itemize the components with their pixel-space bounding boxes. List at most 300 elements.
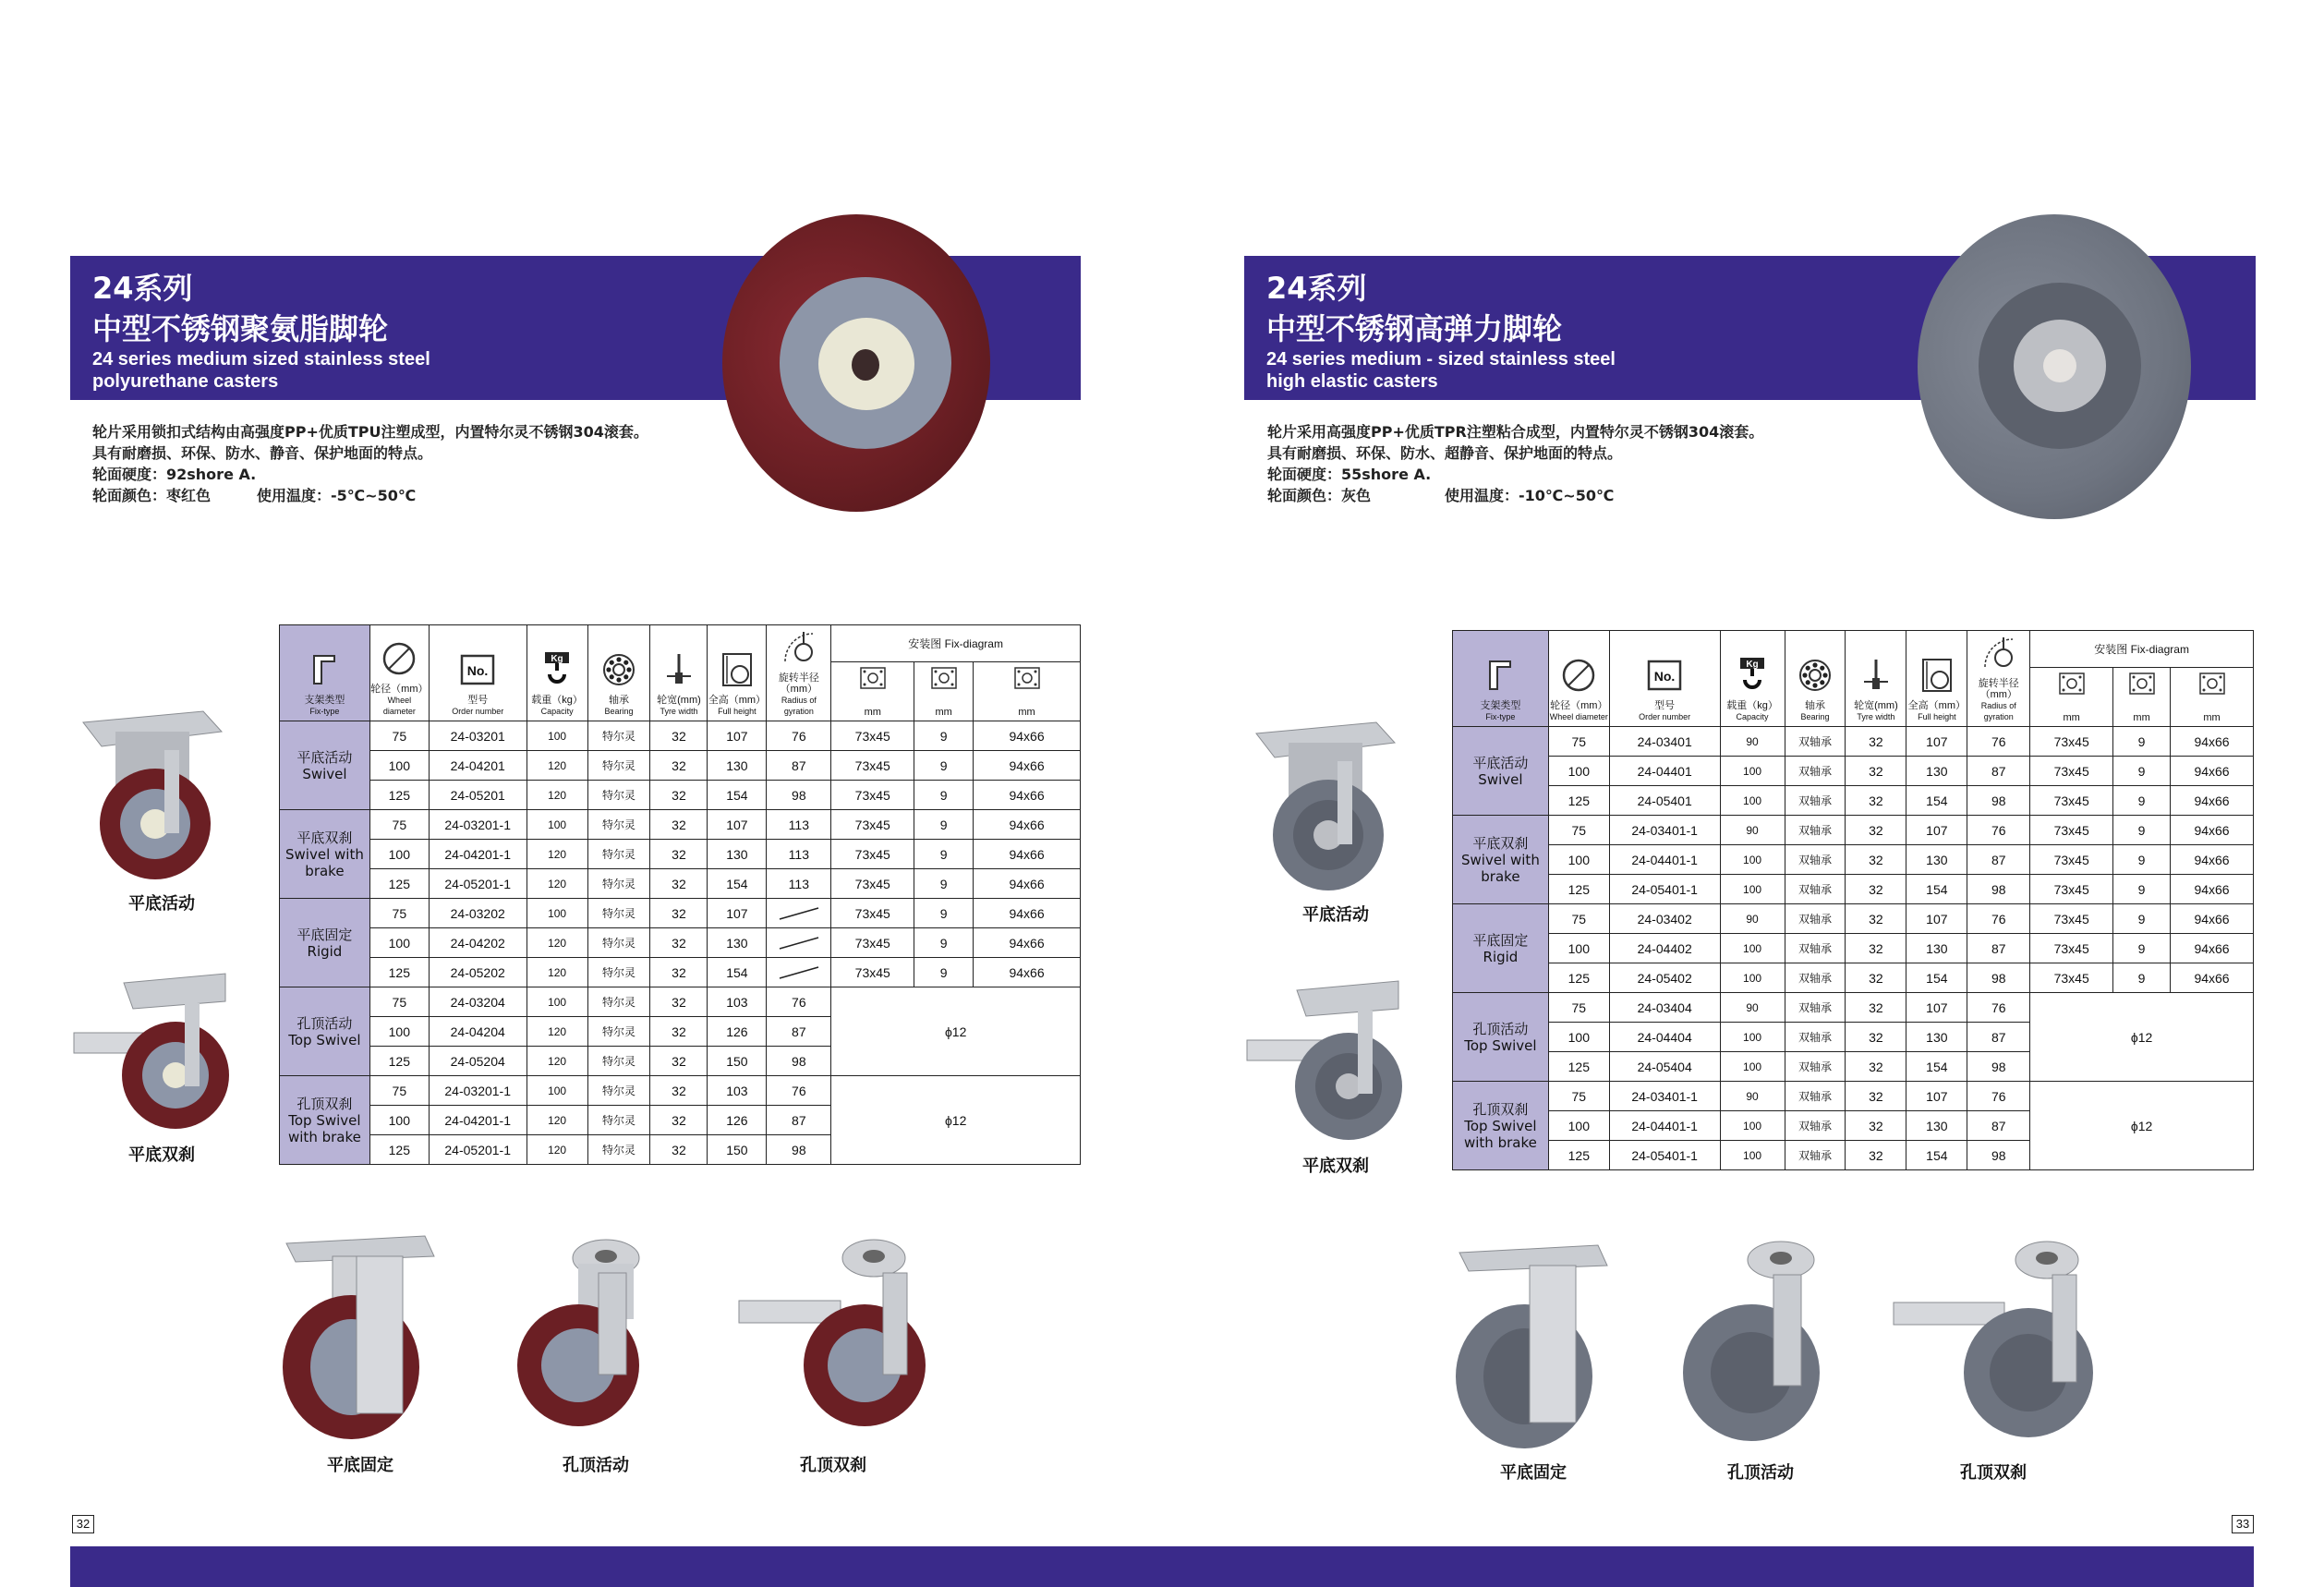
table-cell: 94x66 xyxy=(2171,904,2254,934)
table-cell: 73x45 xyxy=(2030,816,2113,845)
table-cell xyxy=(767,928,831,958)
table-cell: 113 xyxy=(767,869,831,899)
bearing-icon xyxy=(599,650,638,689)
table-cell: 125 xyxy=(1548,875,1609,904)
svg-text:Kg: Kg xyxy=(551,654,563,664)
table-cell: 73x45 xyxy=(2030,845,2113,875)
not-applicable-slash xyxy=(776,963,822,982)
right-header-fix-unit: mm xyxy=(2063,712,2080,723)
table-cell: 9 xyxy=(914,958,974,987)
right-desc-temp: 使用温度：-10℃~50℃ xyxy=(1445,487,1615,504)
table-cell: 98 xyxy=(1967,786,2030,816)
table-cell: 94x66 xyxy=(2171,963,2254,993)
left-series-title: 24系列 xyxy=(92,271,193,306)
tyre-icon xyxy=(660,650,698,689)
table-cell: 113 xyxy=(767,840,831,869)
table-cell: 32 xyxy=(650,1017,708,1047)
plate-icon xyxy=(2123,668,2161,707)
table-cell: 125 xyxy=(1548,786,1609,816)
table-cell: 120 xyxy=(527,928,587,958)
type-en: Top Swivel with brake xyxy=(288,1111,361,1145)
table-cell: 90 xyxy=(1720,816,1785,845)
table-cell: 24-03201 xyxy=(429,721,527,751)
right-header-radius xyxy=(1967,631,2030,727)
left-header-fix-unit: mm xyxy=(1018,707,1035,718)
table-cell: 76 xyxy=(1967,1082,2030,1111)
left-desc-line2: 具有耐磨损、环保、防水、静音、保护地面的特点。 xyxy=(92,444,433,462)
table-cell: 94x66 xyxy=(2171,786,2254,816)
table-cell: 9 xyxy=(2113,786,2171,816)
right-type-3 xyxy=(1453,993,1549,1082)
right-header-wheel-cn: 轮径（mm） xyxy=(1550,700,1608,711)
right-header-type xyxy=(1453,631,1549,727)
right-header-fix-unit: mm xyxy=(2203,712,2221,723)
table-cell: 100 xyxy=(369,751,429,781)
table-cell: 75 xyxy=(1548,1082,1609,1111)
table-cell: 73x45 xyxy=(2030,786,2113,816)
table-cell: 100 xyxy=(1720,1111,1785,1141)
left-hole-size: ϕ12 xyxy=(831,1076,1081,1165)
left-label-rigid: 平底固定 xyxy=(327,1456,393,1475)
right-header-kg-cn: 载重（kg） xyxy=(1726,700,1778,711)
right-header-radius-cn: 旋转半径 xyxy=(1978,678,2019,689)
left-top-brake-caster-image xyxy=(735,1236,938,1439)
right-header-wheel xyxy=(1548,631,1609,727)
table-cell: 120 xyxy=(527,1017,587,1047)
wheel-icon xyxy=(380,639,418,678)
table-cell: 107 xyxy=(1906,727,1967,757)
table-row xyxy=(280,781,1081,810)
table-cell: 100 xyxy=(1548,1023,1609,1052)
table-cell: 73x45 xyxy=(831,928,914,958)
table-cell: 特尔灵 xyxy=(587,1135,650,1165)
plate-icon xyxy=(925,662,963,701)
table-cell: 120 xyxy=(527,751,587,781)
left-brake-caster-image xyxy=(68,955,235,1140)
table-cell: 24-05201-1 xyxy=(429,869,527,899)
table-cell: 特尔灵 xyxy=(587,1106,650,1135)
left-header-type xyxy=(280,625,370,721)
table-cell: 100 xyxy=(1720,757,1785,786)
table-cell: 94x66 xyxy=(2171,757,2254,786)
table-cell: 9 xyxy=(2113,875,2171,904)
table-cell: 24-05201 xyxy=(429,781,527,810)
table-cell: 154 xyxy=(1906,786,1967,816)
table-cell: 154 xyxy=(1906,1052,1967,1082)
table-cell: 130 xyxy=(1906,1111,1967,1141)
table-cell: 24-05401-1 xyxy=(1609,1141,1720,1170)
right-desc-hardness: 轮面硬度：55shore A. xyxy=(1267,466,1432,483)
table-row xyxy=(280,721,1081,751)
table-cell: 125 xyxy=(1548,1052,1609,1082)
right-header-type-cn: 支架类型 xyxy=(1480,700,1521,711)
table-cell: 100 xyxy=(1548,934,1609,963)
table-cell: 120 xyxy=(527,869,587,899)
table-cell: 双轴承 xyxy=(1785,1082,1846,1111)
table-cell: 75 xyxy=(369,721,429,751)
table-cell: 32 xyxy=(1846,786,1906,816)
type-cn: 孔顶活动 xyxy=(1472,1020,1529,1037)
table-cell: 87 xyxy=(1967,934,2030,963)
table-cell: 24-04404 xyxy=(1609,1023,1720,1052)
right-header-bearing-en: Bearing xyxy=(1800,712,1830,721)
svg-text:Kg: Kg xyxy=(1746,660,1759,670)
table-cell: 32 xyxy=(1846,1052,1906,1082)
table-cell: 24-03204 xyxy=(429,987,527,1017)
height-icon xyxy=(1918,656,1956,695)
table-cell: 9 xyxy=(2113,963,2171,993)
table-cell: 90 xyxy=(1720,1082,1785,1111)
svg-text:No.: No. xyxy=(1653,669,1676,684)
right-cn-title: 中型不锈钢高弹力脚轮 xyxy=(1266,311,1563,346)
right-header-radius-en: Radius of gyration xyxy=(1980,701,2016,721)
table-cell: 9 xyxy=(914,721,974,751)
type-cn: 孔顶双刹 xyxy=(297,1095,353,1112)
right-header-height-en: Full height xyxy=(1918,712,1956,721)
table-cell: 双轴承 xyxy=(1785,727,1846,757)
table-cell xyxy=(767,958,831,987)
table-row xyxy=(280,869,1081,899)
type-en: Swivel with brake xyxy=(1461,851,1540,885)
right-type-4 xyxy=(1453,1082,1549,1170)
table-cell: 76 xyxy=(1967,727,2030,757)
table-cell: 100 xyxy=(1720,963,1785,993)
table-cell: 94x66 xyxy=(974,899,1081,928)
table-row xyxy=(1453,757,2254,786)
type-en: Top Swivel xyxy=(288,1031,361,1048)
table-cell: 9 xyxy=(2113,757,2171,786)
table-cell: 73x45 xyxy=(831,751,914,781)
table-cell: 24-04204 xyxy=(429,1017,527,1047)
height-icon xyxy=(718,650,757,689)
table-cell: 32 xyxy=(650,781,708,810)
right-label-rigid: 平底固定 xyxy=(1500,1463,1567,1483)
table-cell: 154 xyxy=(708,958,767,987)
table-cell: 87 xyxy=(1967,1023,2030,1052)
table-cell: 24-03404 xyxy=(1609,993,1720,1023)
left-header-fix-diagram: 安装图 Fix-diagram xyxy=(831,625,1081,662)
table-cell: 双轴承 xyxy=(1785,963,1846,993)
right-header-fix-diagram: 安装图 Fix-diagram xyxy=(2030,631,2254,668)
table-cell: 双轴承 xyxy=(1785,1111,1846,1141)
table-cell: 特尔灵 xyxy=(587,869,650,899)
table-cell: 107 xyxy=(708,721,767,751)
table-cell: 32 xyxy=(1846,963,1906,993)
right-label-swivel: 平底活动 xyxy=(1302,905,1369,925)
table-row xyxy=(280,840,1081,869)
left-header-tyre-cn: 轮宽(mm) xyxy=(657,695,701,706)
table-cell: 113 xyxy=(767,810,831,840)
table-cell: 32 xyxy=(1846,845,1906,875)
table-row xyxy=(280,987,1081,1017)
right-header-row xyxy=(1453,631,2254,668)
table-cell: 9 xyxy=(2113,727,2171,757)
table-cell: 94x66 xyxy=(974,928,1081,958)
table-cell: 特尔灵 xyxy=(587,721,650,751)
left-type-4 xyxy=(280,1076,370,1165)
table-cell: 24-03201-1 xyxy=(429,1076,527,1106)
plate-icon xyxy=(853,662,892,701)
table-cell: 9 xyxy=(914,899,974,928)
table-cell: 特尔灵 xyxy=(587,899,650,928)
right-header-fix-unit: mm xyxy=(2133,712,2150,723)
table-cell: 24-03402 xyxy=(1609,904,1720,934)
table-cell: 32 xyxy=(650,869,708,899)
right-header-tyre-en: Tyre width xyxy=(1857,712,1895,721)
table-cell: 150 xyxy=(708,1047,767,1076)
type-cn: 平底双刹 xyxy=(297,829,353,846)
table-cell: 75 xyxy=(1548,993,1609,1023)
table-cell: 9 xyxy=(914,928,974,958)
table-cell: 100 xyxy=(1720,786,1785,816)
type-en: Top Swivel with brake xyxy=(1463,1117,1537,1151)
right-desc-line1: 轮片采用高强度PP+优质TPR注塑粘合成型，内置特尔灵不锈钢304滚套。 xyxy=(1267,423,1764,441)
table-cell: 9 xyxy=(914,810,974,840)
right-header-no-cn: 型号 xyxy=(1654,700,1676,711)
table-cell: 125 xyxy=(369,958,429,987)
table-cell: 75 xyxy=(369,810,429,840)
table-cell: 120 xyxy=(527,840,587,869)
table-cell: 126 xyxy=(708,1106,767,1135)
left-label-swivel: 平底活动 xyxy=(128,894,195,914)
tyre-icon xyxy=(1857,656,1895,695)
table-cell: 120 xyxy=(527,1106,587,1135)
right-header-height-cn: 全高（mm） xyxy=(1907,700,1966,711)
table-cell: 双轴承 xyxy=(1785,1052,1846,1082)
left-header-fix-3 xyxy=(974,662,1081,721)
table-cell: 75 xyxy=(1548,816,1609,845)
right-label-top-swivel: 孔顶活动 xyxy=(1727,1463,1794,1483)
table-cell: 94x66 xyxy=(974,751,1081,781)
left-hole-size: ϕ12 xyxy=(831,987,1081,1076)
table-cell: 120 xyxy=(527,958,587,987)
table-cell: 100 xyxy=(1720,875,1785,904)
table-cell: 94x66 xyxy=(2171,816,2254,845)
table-cell: 76 xyxy=(1967,816,2030,845)
table-cell: 94x66 xyxy=(974,781,1081,810)
table-cell: 100 xyxy=(527,810,587,840)
table-cell: 32 xyxy=(1846,934,1906,963)
left-header-type-cn: 支架类型 xyxy=(304,695,345,706)
type-icon xyxy=(1481,656,1519,695)
left-header-no-en: Order number xyxy=(452,707,504,716)
no-icon xyxy=(1645,656,1684,695)
table-row xyxy=(280,1076,1081,1106)
left-hero-wheel-image xyxy=(722,214,990,512)
table-cell: 87 xyxy=(767,1106,831,1135)
left-header-kg-cn: 载重（kg） xyxy=(531,695,583,706)
table-cell: 150 xyxy=(708,1135,767,1165)
table-cell: 154 xyxy=(1906,875,1967,904)
left-rigid-caster-image xyxy=(277,1229,443,1441)
left-header-radius xyxy=(767,625,831,721)
table-cell: 76 xyxy=(767,721,831,751)
table-cell: 73x45 xyxy=(831,781,914,810)
left-header-fix-unit: mm xyxy=(864,707,881,718)
table-cell: 125 xyxy=(1548,1141,1609,1170)
left-header-fix-1 xyxy=(831,662,914,721)
left-header-fix-2 xyxy=(914,662,974,721)
table-cell: 94x66 xyxy=(2171,934,2254,963)
table-cell: 94x66 xyxy=(974,810,1081,840)
table-row xyxy=(1453,993,2254,1023)
plate-icon xyxy=(1008,662,1047,701)
left-desc-hardness: 轮面硬度：92shore A. xyxy=(92,466,257,483)
table-cell: 73x45 xyxy=(2030,757,2113,786)
table-cell: 24-03401-1 xyxy=(1609,816,1720,845)
table-cell: 24-05401 xyxy=(1609,786,1720,816)
table-cell: 98 xyxy=(767,1047,831,1076)
table-cell: 32 xyxy=(1846,727,1906,757)
table-cell: 73x45 xyxy=(2030,904,2113,934)
right-spec-body xyxy=(1453,631,2254,1170)
type-en: Swivel with brake xyxy=(285,845,364,879)
table-cell: 9 xyxy=(2113,904,2171,934)
table-cell: 双轴承 xyxy=(1785,993,1846,1023)
table-cell: 双轴承 xyxy=(1785,904,1846,934)
left-header-height-cn: 全高（mm） xyxy=(708,695,767,706)
right-header-kg-en: Capacity xyxy=(1736,712,1769,721)
table-cell: 107 xyxy=(1906,993,1967,1023)
table-cell: 87 xyxy=(767,751,831,781)
table-cell: 90 xyxy=(1720,727,1785,757)
table-cell: 双轴承 xyxy=(1785,934,1846,963)
table-row xyxy=(1453,816,2254,845)
table-cell: 特尔灵 xyxy=(587,810,650,840)
right-desc-color: 轮面颜色：灰色 xyxy=(1267,487,1372,504)
left-swivel-caster-image xyxy=(74,695,231,889)
right-swivel-caster-image xyxy=(1247,706,1404,900)
table-cell: 154 xyxy=(708,781,767,810)
table-cell: 94x66 xyxy=(2171,727,2254,757)
table-cell: 130 xyxy=(708,928,767,958)
table-cell: 73x45 xyxy=(2030,934,2113,963)
table-cell: 32 xyxy=(650,987,708,1017)
table-cell: 76 xyxy=(767,987,831,1017)
left-header-kg xyxy=(527,625,587,721)
left-header-wheel xyxy=(369,625,429,721)
right-type-1 xyxy=(1453,816,1549,904)
table-cell: 107 xyxy=(1906,904,1967,934)
table-cell: 98 xyxy=(1967,1052,2030,1082)
table-cell: 特尔灵 xyxy=(587,958,650,987)
type-en: Top Swivel xyxy=(1464,1036,1537,1054)
left-type-2 xyxy=(280,899,370,987)
left-label-brake: 平底双刹 xyxy=(128,1145,195,1165)
table-cell: 120 xyxy=(527,1047,587,1076)
table-cell: 75 xyxy=(1548,727,1609,757)
kg-icon xyxy=(538,650,576,689)
table-cell: 双轴承 xyxy=(1785,875,1846,904)
table-cell: 94x66 xyxy=(974,840,1081,869)
left-desc-color: 轮面颜色：枣红色 xyxy=(92,487,212,504)
table-cell: 120 xyxy=(527,781,587,810)
table-cell: 76 xyxy=(1967,904,2030,934)
table-cell: 100 xyxy=(369,840,429,869)
table-cell: 24-05202 xyxy=(429,958,527,987)
left-spec-body xyxy=(280,625,1081,1165)
left-top-swivel-caster-image xyxy=(514,1236,661,1439)
type-cn: 平底双刹 xyxy=(1472,834,1529,852)
table-cell: 32 xyxy=(1846,757,1906,786)
table-row xyxy=(280,810,1081,840)
table-cell: 100 xyxy=(527,899,587,928)
table-cell: 24-03201-1 xyxy=(429,810,527,840)
table-cell: 32 xyxy=(650,721,708,751)
table-cell: 94x66 xyxy=(2171,845,2254,875)
type-en: Rigid xyxy=(1483,948,1519,965)
table-cell: 32 xyxy=(650,810,708,840)
table-row xyxy=(280,928,1081,958)
table-cell: 73x45 xyxy=(831,810,914,840)
table-cell: 9 xyxy=(2113,934,2171,963)
table-cell: 100 xyxy=(369,1106,429,1135)
table-cell: 双轴承 xyxy=(1785,757,1846,786)
table-cell: 73x45 xyxy=(831,840,914,869)
kg-icon xyxy=(1733,656,1772,695)
table-cell: 32 xyxy=(650,751,708,781)
table-cell: 73x45 xyxy=(2030,875,2113,904)
table-cell: 100 xyxy=(1720,1052,1785,1082)
left-header-bearing xyxy=(587,625,650,721)
table-cell: 90 xyxy=(1720,904,1785,934)
left-type-1 xyxy=(280,810,370,899)
table-cell: 75 xyxy=(369,899,429,928)
table-cell: 130 xyxy=(1906,934,1967,963)
left-header-row xyxy=(280,625,1081,662)
right-header-height xyxy=(1906,631,1967,727)
table-cell: 154 xyxy=(1906,963,1967,993)
table-cell: 24-03202 xyxy=(429,899,527,928)
right-label-brake: 平底双刹 xyxy=(1302,1157,1369,1176)
table-cell: 特尔灵 xyxy=(587,840,650,869)
table-cell: 87 xyxy=(1967,845,2030,875)
table-cell: 32 xyxy=(650,1135,708,1165)
wheel-icon xyxy=(1559,656,1598,695)
table-cell: 32 xyxy=(1846,1023,1906,1052)
table-cell: 130 xyxy=(708,840,767,869)
table-cell: 32 xyxy=(650,928,708,958)
left-cn-title: 中型不锈钢聚氨脂脚轮 xyxy=(92,311,389,346)
table-cell: 24-04201-1 xyxy=(429,1106,527,1135)
table-cell: 98 xyxy=(1967,1141,2030,1170)
table-cell: 87 xyxy=(1967,1111,2030,1141)
table-cell: 73x45 xyxy=(831,958,914,987)
right-header-bearing-cn: 轴承 xyxy=(1804,700,1825,711)
table-cell: 73x45 xyxy=(831,869,914,899)
right-page-number: 33 xyxy=(2232,1515,2254,1533)
bearing-icon xyxy=(1796,656,1834,695)
type-cn: 平底固定 xyxy=(297,926,353,943)
table-cell: 24-04202 xyxy=(429,928,527,958)
table-cell: 32 xyxy=(650,958,708,987)
left-header-bearing-en: Bearing xyxy=(604,707,634,716)
table-cell: 32 xyxy=(1846,1082,1906,1111)
left-header-radius-cn: 旋转半径 xyxy=(778,672,819,684)
table-row xyxy=(1453,786,2254,816)
table-cell: 24-05402 xyxy=(1609,963,1720,993)
table-cell: 特尔灵 xyxy=(587,1047,650,1076)
left-header-type-en: Fix-type xyxy=(309,707,340,716)
plate-icon xyxy=(2193,668,2232,707)
table-cell: 98 xyxy=(1967,963,2030,993)
table-cell: 24-05204 xyxy=(429,1047,527,1076)
table-cell: 76 xyxy=(1967,993,2030,1023)
type-cn: 平底活动 xyxy=(297,748,353,766)
table-cell: 32 xyxy=(650,840,708,869)
right-header-radius-mm: （mm） xyxy=(1979,689,2017,700)
right-hero-wheel-image xyxy=(1918,214,2191,519)
